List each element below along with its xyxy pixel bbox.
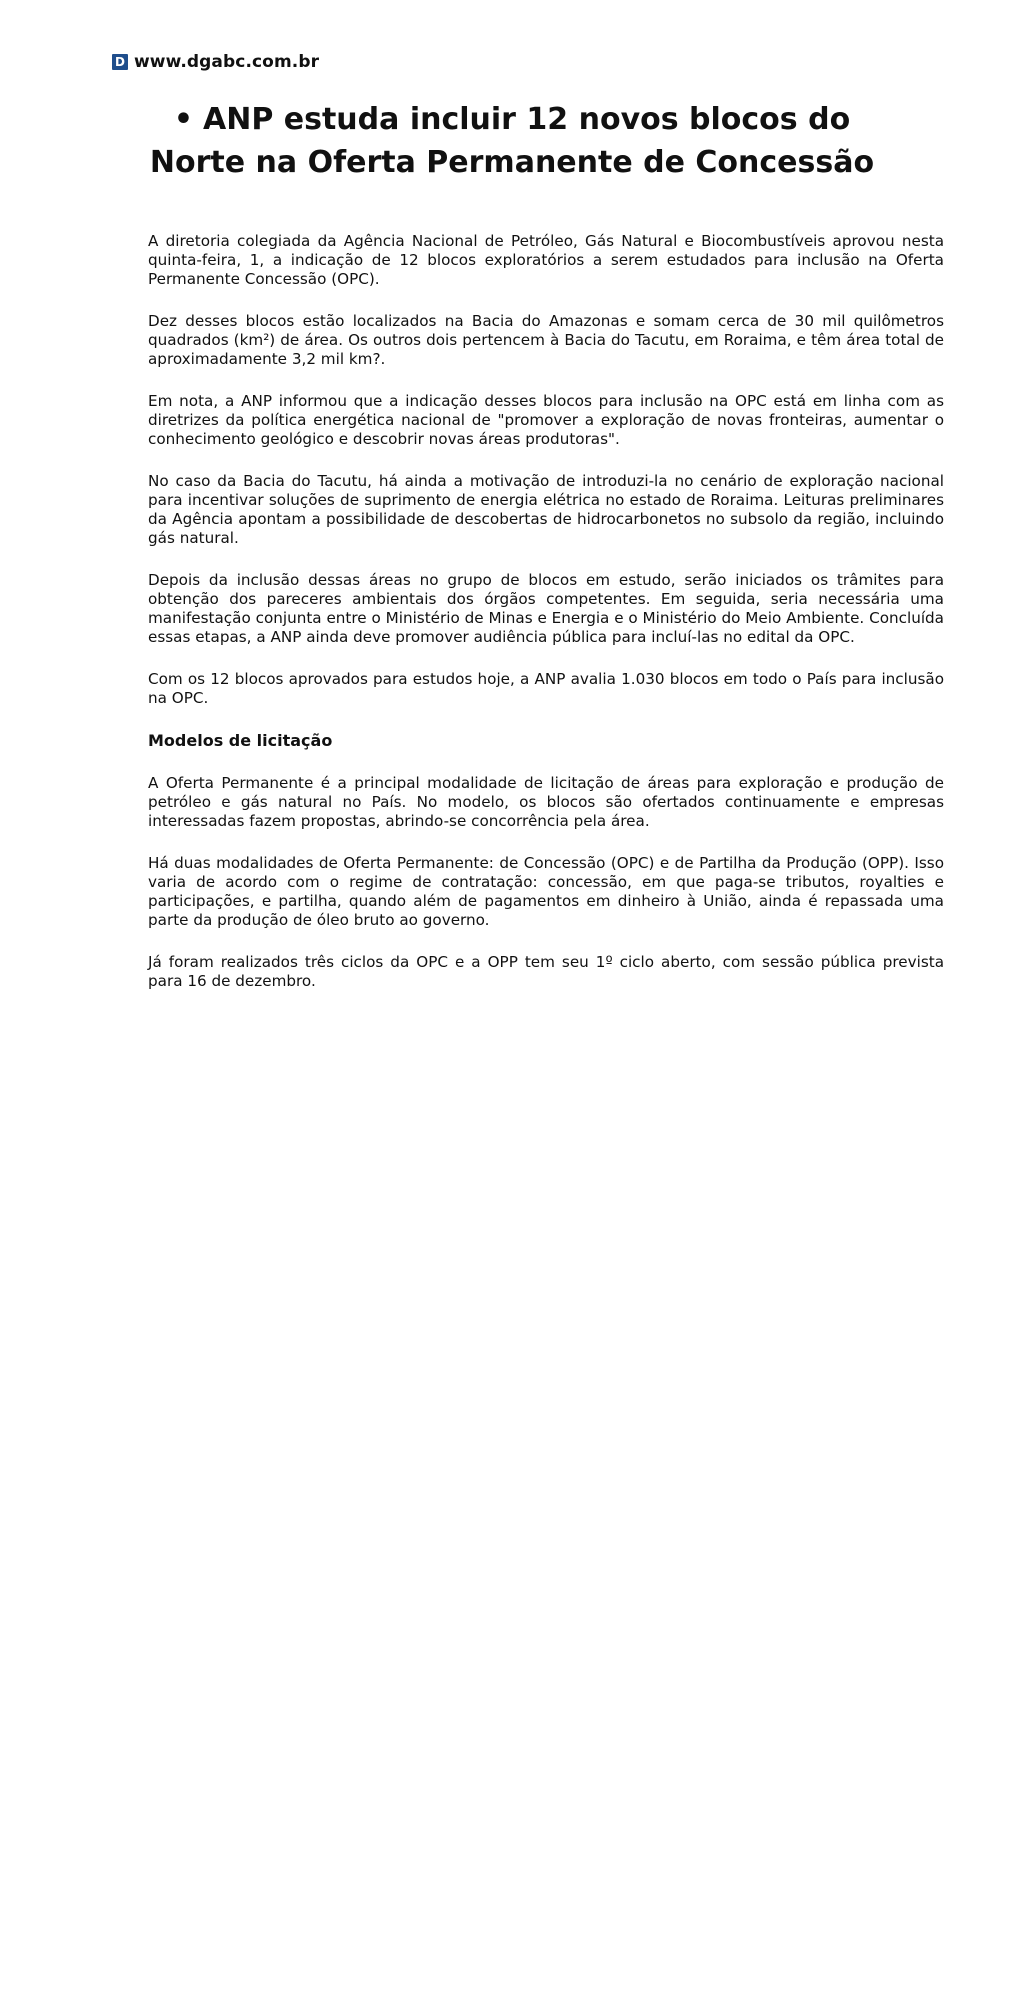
article-paragraph: A diretoria colegiada da Agência Nacional de Petróleo, Gás Natural e Biocombustíveis aprovou nesta quinta-feira, 1, a indicação de 12 blocos exploratórios a serem estudados para inclusão na Oferta Permanente Concessão (OPC). bbox=[148, 232, 944, 288]
article-paragraph: A Oferta Permanente é a principal modalidade de licitação de áreas para exploração e produção de petróleo e gás natural no País. No modelo, os blocos são ofertados continuamente e empresas interessadas fazem propostas, abrindo-se concorrência pela área. bbox=[148, 774, 944, 830]
site-url[interactable]: www.dgabc.com.br bbox=[134, 52, 320, 72]
site-logo-icon: D bbox=[112, 54, 128, 70]
article-paragraph: Em nota, a ANP informou que a indicação desses blocos para inclusão na OPC está em linha com as diretrizes da política energética nacional de "promover a exploração de novas fronteiras, aumentar o conhecimento geológico e descobrir novas áreas produtoras". bbox=[148, 392, 944, 448]
article-paragraph: Há duas modalidades de Oferta Permanente: de Concessão (OPC) e de Partilha da Produção (OPP). Isso varia de acordo com o regime de contratação: concessão, em que paga-se tributos, royalties e participações, e partilha, quando além de pagamentos em dinheiro à União, ainda é repassada uma parte da produção de óleo bruto ao governo. bbox=[148, 854, 944, 929]
headline-container bbox=[140, 98, 884, 184]
article-body bbox=[148, 232, 944, 1014]
article-paragraph: Com os 12 blocos aprovados para estudos hoje, a ANP avalia 1.030 blocos em todo o País para inclusão na OPC. bbox=[148, 670, 944, 707]
section-subheading: Modelos de licitação bbox=[148, 731, 333, 750]
site-header bbox=[112, 52, 319, 72]
article-paragraph: Dez desses blocos estão localizados na Bacia do Amazonas e somam cerca de 30 mil quilômetros quadrados (km²) de área. Os outros dois pertencem à Bacia do Tacutu, em Roraima, e têm área total de aproximadamente 3,2 mil km?. bbox=[148, 312, 944, 368]
article-title bbox=[140, 98, 884, 184]
article-paragraph: Já foram realizados três ciclos da OPC e a OPP tem seu 1º ciclo aberto, com sessão pública prevista para 16 de dezembro. bbox=[148, 953, 944, 990]
article-title-text: ANP estuda incluir 12 novos blocos do Norte na Oferta Permanente de Concessão bbox=[149, 102, 875, 180]
article-paragraph: No caso da Bacia do Tacutu, há ainda a motivação de introduzi-la no cenário de exploração nacional para incentivar soluções de suprimento de energia elétrica no estado de Roraima. Leituras preliminares da Agência apontam a possibilidade de descobertas de hidrocarbonetos no subsolo da região, incluindo gás natural. bbox=[148, 472, 944, 547]
title-bullet: • bbox=[173, 102, 193, 137]
article-paragraph: Depois da inclusão dessas áreas no grupo de blocos em estudo, serão iniciados os trâmites para obtenção dos pareceres ambientais dos órgãos competentes. Em seguida, seria necessária uma manifestação conjunta entre o Ministério de Minas e Energia e o Ministério do Meio Ambiente. Concluída essas etapas, a ANP ainda deve promover audiência pública para incluí-las no edital da OPC. bbox=[148, 571, 944, 646]
